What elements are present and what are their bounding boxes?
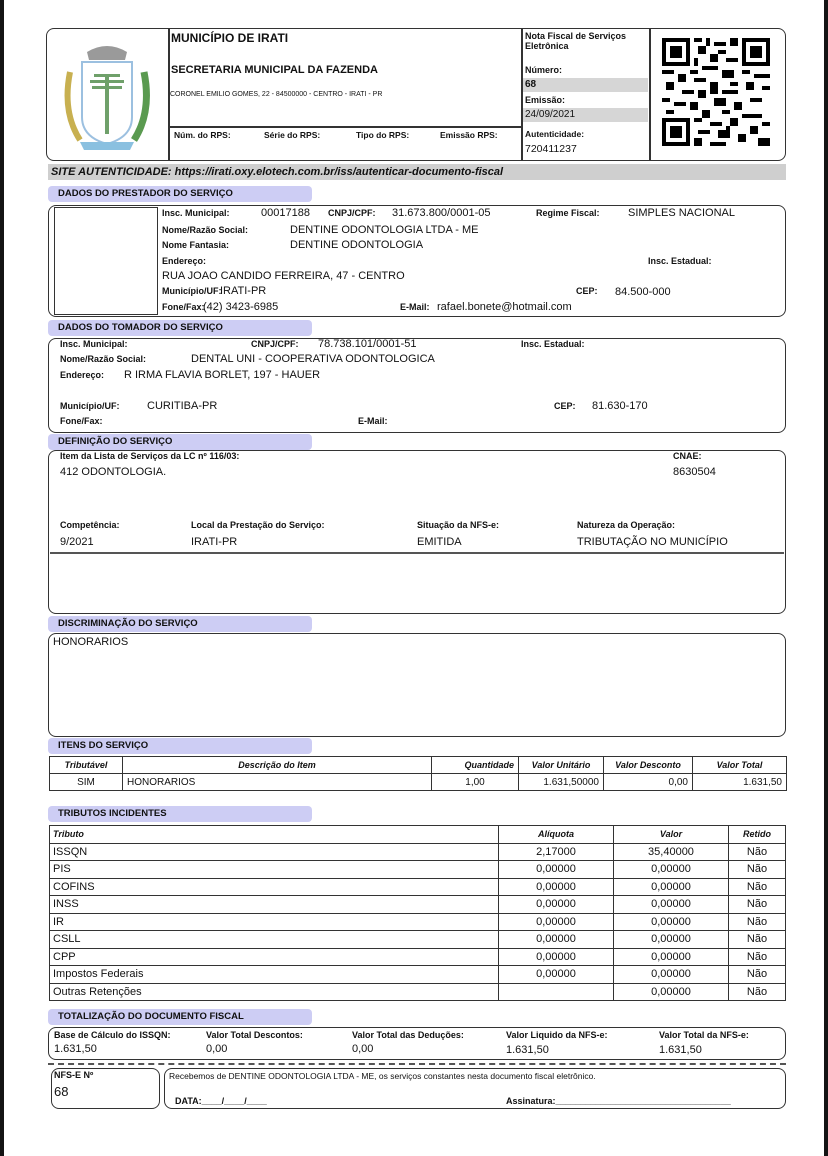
autenticidade-label: Autenticidade: — [525, 129, 585, 139]
base-calculo-value: 1.631,50 — [54, 1043, 97, 1055]
tomador-cnpj-label: CNPJ/CPF: — [251, 339, 299, 349]
cell-valor: 0,00000 — [614, 878, 729, 896]
totalizacao-section-title: TOTALIZAÇÃO DO DOCUMENTO FISCAL — [48, 1009, 312, 1025]
cell-tributo: PIS — [50, 861, 499, 879]
table-row — [50, 843, 786, 861]
cell-retido: Não — [729, 983, 786, 1001]
site-autenticidade-link[interactable]: SITE AUTENTICIDADE: https://irati.oxy.elotech.com.br/iss/autenticar-documento-fiscal — [48, 164, 786, 180]
valor-liquido-value: 1.631,50 — [506, 1044, 549, 1056]
competencia-value: 9/2021 — [60, 536, 94, 548]
prestador-insc-municipal: 00017188 — [261, 207, 310, 219]
local-value: IRATI-PR — [191, 536, 238, 548]
coat-of-arms-icon — [52, 32, 162, 157]
col-valor: Valor — [614, 826, 729, 844]
municipio-title: MUNICÍPIO DE IRATI — [171, 31, 289, 45]
discriminacao-text: HONORARIOS — [53, 636, 129, 648]
rps-divider — [169, 126, 521, 128]
rps-serie-label: Série do RPS: — [264, 130, 321, 140]
table-row — [50, 948, 786, 966]
tomador-razao: DENTAL UNI - COOPERATIVA ODONTOLOGICA — [191, 353, 435, 365]
prestador-razao-label: Nome/Razão Social: — [162, 225, 249, 235]
tomador-municipio: CURITIBA-PR — [147, 400, 218, 412]
cell-tributavel: SIM — [50, 774, 123, 791]
cell-valor: 0,00000 — [614, 896, 729, 914]
cell-valor: 0,00000 — [614, 966, 729, 984]
cell-aliquota: 0,00000 — [499, 896, 614, 914]
cell-valor: 0,00000 — [614, 983, 729, 1001]
cell-valor-desconto: 0,00 — [604, 774, 693, 791]
cell-aliquota — [499, 983, 614, 1001]
definicao-section-title: DEFINIÇÃO DO SERVIÇO — [48, 434, 312, 450]
prestador-cnpj-label: CNPJ/CPF: — [328, 208, 376, 218]
prestador-cnpj: 31.673.800/0001-05 — [392, 207, 491, 219]
cnae-value: 8630504 — [673, 466, 716, 478]
prestador-razao: DENTINE ODONTOLOGIA LTDA - ME — [290, 224, 479, 236]
cell-tributo: CSLL — [50, 931, 499, 949]
col-descricao: Descrição do Item — [123, 757, 432, 774]
tomador-endereco: R IRMA FLAVIA BORLET, 197 - HAUER — [124, 369, 321, 381]
cell-retido: Não — [729, 966, 786, 984]
col-valor-desconto: Valor Desconto — [604, 757, 693, 774]
cell-aliquota: 0,00000 — [499, 913, 614, 931]
prestador-fantasia-label: Nome Fantasia: — [162, 240, 230, 250]
cell-retido: Não — [729, 878, 786, 896]
prestador-endereco: RUA JOAO CANDIDO FERREIRA, 47 - CENTRO — [162, 270, 405, 282]
canhoto-nfse-number: 68 — [54, 1084, 69, 1099]
cell-retido: Não — [729, 843, 786, 861]
canhoto-nfse-label: NFS-E Nº — [54, 1070, 94, 1080]
cnae-label: CNAE: — [673, 451, 702, 461]
header-divider-mid — [521, 29, 523, 160]
col-tributavel: Tributável — [50, 757, 123, 774]
prestador-municipio-label: Município/UF: — [162, 286, 222, 296]
local-label: Local da Prestação do Serviço: — [191, 520, 325, 530]
total-deducoes-label: Valor Total das Deduções: — [352, 1030, 464, 1040]
cell-descricao: HONORARIOS — [123, 774, 432, 791]
table-row — [50, 878, 786, 896]
rps-num-label: Núm. do RPS: — [174, 130, 231, 140]
nota-title: Nota Fiscal de Serviços Eletrônica — [525, 31, 627, 51]
cut-line — [48, 1063, 786, 1065]
tomador-razao-label: Nome/Razão Social: — [60, 354, 147, 364]
tomador-municipio-label: Município/UF: — [60, 401, 120, 411]
total-deducoes-value: 0,00 — [352, 1043, 374, 1055]
cell-valor: 0,00000 — [614, 861, 729, 879]
valor-total-nfse-value: 1.631,50 — [659, 1044, 702, 1056]
tributos-table — [49, 825, 786, 1001]
tomador-cnpj: 78.738.101/0001-51 — [318, 338, 417, 350]
prestador-insc-estadual-label: Insc. Estadual: — [648, 256, 712, 266]
cell-aliquota: 0,00000 — [499, 948, 614, 966]
prestador-insc-municipal-label: Insc. Municipal: — [162, 208, 230, 218]
prestador-fone: (42) 3423-6985 — [203, 301, 279, 313]
prestador-municipio: IRATI-PR — [220, 285, 267, 297]
canhoto-recebemos-text: Recebemos de DENTINE ODONTOLOGIA LTDA - ME, os serviços constantes nesta documento fiscal eletrônico. — [169, 1071, 596, 1081]
tomador-insc-estadual-label: Insc. Estadual: — [521, 339, 585, 349]
qr-code-icon — [662, 38, 770, 146]
prestador-logo-placeholder — [54, 207, 158, 315]
definicao-divider — [50, 552, 784, 554]
item-lista-value: 412 ODONTOLOGIA. — [60, 466, 167, 478]
prestador-regime-label: Regime Fiscal: — [536, 208, 600, 218]
rps-tipo-label: Tipo do RPS: — [356, 130, 410, 140]
cell-retido: Não — [729, 896, 786, 914]
itens-section-title: ITENS DO SERVIÇO — [48, 738, 312, 754]
secretaria-title: SECRETARIA MUNICIPAL DA FAZENDA — [171, 64, 378, 76]
emissao-value: 24/09/2021 — [523, 108, 648, 122]
situacao-value: EMITIDA — [417, 536, 462, 548]
tributos-header-row — [50, 826, 786, 844]
cell-aliquota: 0,00000 — [499, 861, 614, 879]
itens-header-row — [50, 757, 787, 774]
prestador-regime: SIMPLES NACIONAL — [628, 207, 735, 219]
cell-tributo: Outras Retenções — [50, 983, 499, 1001]
tomador-email-label: E-Mail: — [358, 416, 388, 426]
cell-retido: Não — [729, 913, 786, 931]
cell-valor: 0,00000 — [614, 913, 729, 931]
rps-emissao-label: Emissão RPS: — [440, 130, 498, 140]
prestador-cep-label: CEP: — [576, 286, 598, 296]
nfse-document-page — [4, 0, 824, 1156]
valor-total-nfse-label: Valor Total da NFS-e: — [659, 1030, 749, 1040]
table-row — [50, 896, 786, 914]
item-lista-label: Item da Lista de Serviços da LC nº 116/03: — [60, 451, 240, 461]
table-row — [50, 983, 786, 1001]
cell-tributo: CPP — [50, 948, 499, 966]
tomador-cep: 81.630-170 — [592, 400, 648, 412]
table-row — [50, 913, 786, 931]
canhoto-assinatura-field[interactable]: Assinatura:___________________________________ — [506, 1096, 731, 1106]
natureza-value: TRIBUTAÇÃO NO MUNICÍPIO — [577, 536, 728, 548]
total-descontos-label: Valor Total Descontos: — [206, 1030, 303, 1040]
cell-aliquota: 2,17000 — [499, 843, 614, 861]
cell-quantidade: 1,00 — [432, 774, 519, 791]
cell-tributo: INSS — [50, 896, 499, 914]
autenticidade-value: 720411237 — [525, 143, 577, 155]
cell-tributo: ISSQN — [50, 843, 499, 861]
valor-liquido-label: Valor Liquido da NFS-e: — [506, 1030, 608, 1040]
discriminacao-box — [48, 633, 786, 737]
header-divider-right — [649, 29, 651, 160]
table-row — [50, 931, 786, 949]
emissao-label: Emissão: — [525, 95, 566, 105]
cell-aliquota: 0,00000 — [499, 878, 614, 896]
cell-aliquota: 0,00000 — [499, 931, 614, 949]
cell-tributo: IR — [50, 913, 499, 931]
table-row — [50, 861, 786, 879]
tomador-fone-label: Fone/Fax: — [60, 416, 103, 426]
col-aliquota: Alíquota — [499, 826, 614, 844]
table-row — [50, 774, 787, 791]
natureza-label: Natureza da Operação: — [577, 520, 676, 530]
tomador-cep-label: CEP: — [554, 401, 576, 411]
col-tributo: Tributo — [50, 826, 499, 844]
municipio-address: CORONEL EMILIO GOMES, 22 - 84500000 - CENTRO - IRATI - PR — [170, 91, 383, 98]
cell-tributo: Impostos Federais — [50, 966, 499, 984]
tomador-insc-municipal-label: Insc. Municipal: — [60, 339, 128, 349]
tributos-section-title: TRIBUTOS INCIDENTES — [48, 806, 312, 822]
situacao-label: Situação da NFS-e: — [417, 520, 500, 530]
cell-retido: Não — [729, 931, 786, 949]
prestador-fantasia: DENTINE ODONTOLOGIA — [290, 239, 424, 251]
col-quantidade: Quantidade — [432, 757, 519, 774]
competencia-label: Competência: — [60, 520, 120, 530]
canhoto-data-field[interactable]: DATA:____/____/____ — [175, 1096, 267, 1106]
tomador-section-title: DADOS DO TOMADOR DO SERVIÇO — [48, 320, 312, 336]
prestador-section-title: DADOS DO PRESTADOR DO SERVIÇO — [48, 186, 312, 202]
prestador-fone-label: Fone/Fax: — [162, 302, 205, 312]
cell-valor-unitario: 1.631,50000 — [519, 774, 604, 791]
cell-valor-total: 1.631,50 — [693, 774, 787, 791]
total-descontos-value: 0,00 — [206, 1043, 228, 1055]
table-row — [50, 966, 786, 984]
itens-table — [49, 756, 787, 791]
col-retido: Retido — [729, 826, 786, 844]
tomador-endereco-label: Endereço: — [60, 370, 105, 380]
cell-valor: 0,00000 — [614, 931, 729, 949]
prestador-cep: 84.500-000 — [615, 286, 671, 298]
cell-tributo: COFINS — [50, 878, 499, 896]
base-calculo-label: Base de Cálculo do ISSQN: — [54, 1030, 171, 1040]
numero-label: Número: — [525, 65, 563, 75]
cell-valor: 0,00000 — [614, 948, 729, 966]
prestador-endereco-label: Endereço: — [162, 256, 207, 266]
cell-retido: Não — [729, 861, 786, 879]
cell-aliquota: 0,00000 — [499, 966, 614, 984]
discriminacao-section-title: DISCRIMINAÇÃO DO SERVIÇO — [48, 616, 312, 632]
prestador-email-label: E-Mail: — [400, 302, 430, 312]
cell-retido: Não — [729, 948, 786, 966]
numero-value: 68 — [523, 78, 648, 92]
col-valor-total: Valor Total — [693, 757, 787, 774]
cell-valor: 35,40000 — [614, 843, 729, 861]
col-valor-unitario: Valor Unitário — [519, 757, 604, 774]
prestador-email: rafael.bonete@hotmail.com — [437, 301, 572, 313]
